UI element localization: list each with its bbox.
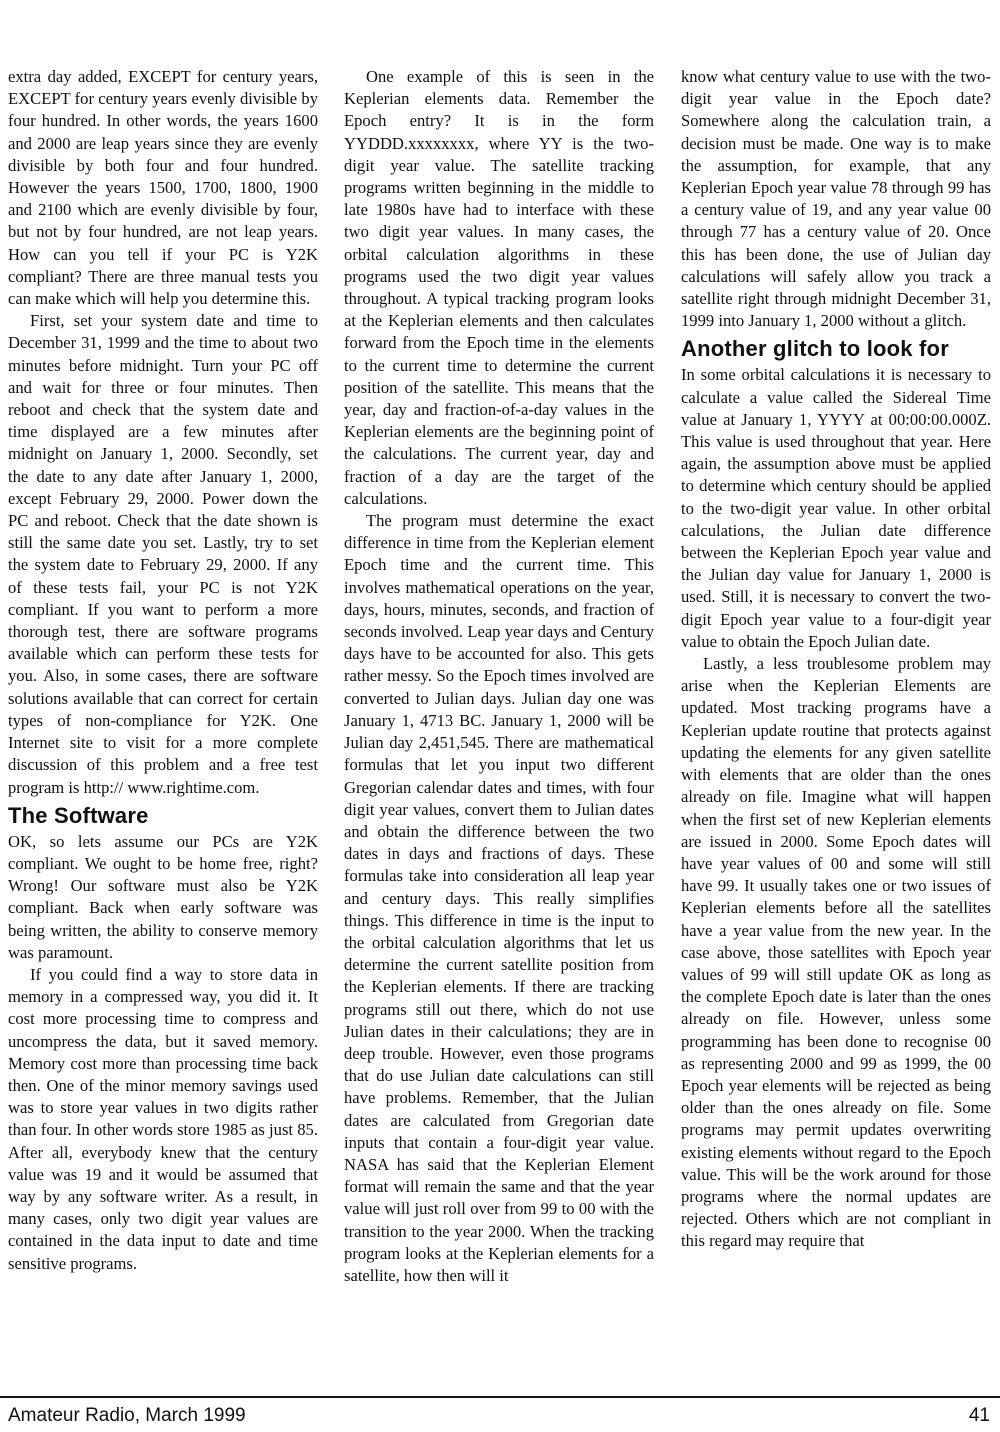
- paragraph: extra day added, EXCEPT for century years, EXCEPT for century years evenly divisible by four hundred. In other words, the years 1600 and 2000 are leap years since they are evenly divisible by both four and four hundred. However the years 1500, 1700, 1800, 1900 and 2100 which are evenly divisible by four, but not by four hundred, are not leap years. How can you tell if your PC is Y2K compliant? There are three manual tests you can make which will help you determine this.: [8, 67, 318, 309]
- publication-footer: Amateur Radio, March 1999: [8, 1405, 246, 1426]
- text-column-2: [344, 66, 654, 1287]
- paragraph: First, set your system date and time to December 31, 1999 and the time to about two minutes before midnight. Turn your PC off and wait for three or four minutes. Then reboot and check that the system date and time displayed are a few minutes after midnight on January 1, 2000. Secondly, set the date to any date after January 1, 2000, except February 29, 2000. Power down the PC and reboot. Check that the date shown is still the same date you set. Lastly, try to set the system date to February 29, 2000. If any of these tests fail, your PC is not Y2K compliant. If you want to perform a more thorough test, there are software programs available which can perform these tests for you. Also, in some cases, there are software solutions available that can correct for certain types of non-compliance for Y2K. One Internet site to visit for a more complete discussion of this problem and a free test program is http:// www.rightime.com.: [8, 311, 318, 797]
- paragraph: The program must determine the exact difference in time from the Keplerian element Epoch time and the current time. This involves mathematical operations on the year, days, hours, minutes, seconds, and fraction of seconds involved. Leap year days and Century days have to be accounted for also. This gets rather messy. So the Epoch times involved are converted to Julian days. Julian day one was January 1, 4713 BC. January 1, 2000 will be Julian day 2,451,545. There are mathematical formulas that let you input two different Gregorian calendar dates and times, with four digit year values, convert them to Julian dates and obtain the difference between the two dates in days and fractions of days. These formulas take into consideration all leap year and century days. This really simplifies things. This difference in time is the input to the orbital calculation algorithms that let us determine the current satellite position from the Keplerian elements. If there are tracking programs still out there, which do not use Julian dates in their calculations; they are in deep trouble. However, even those programs that do use Julian date calculations can still have problems. Remember, that the Julian dates are calculated from Gregorian date inputs that contain a four-digit year value. NASA has said that the Keplerian Element format will remain the same and that the year value will just roll over from 99 to 00 with the transition to the year 2000. When the tracking program looks at the Keplerian elements for a satellite, how then will it: [344, 511, 654, 1285]
- section-heading-software: The Software: [8, 802, 149, 828]
- footer-rule: [0, 1396, 1000, 1398]
- paragraph: One example of this is seen in the Keplerian elements data. Remember the Epoch entry? It is in the form YYDDD.xxxxxxxx, where YY is the two-digit year value. The satellite tracking programs written beginning in the middle to late 1980s have had to interface with these two digit year values. In many cases, the orbital calculation algorithms in these programs used the two digit year values throughout. A typical tracking program looks at the Keplerian elements and then calculates forward from the Epoch time in the elements to the current time to determine the current position of the satellite. This means that the year, day and fraction-of-a-day values in the Keplerian elements are the beginning point of the calculations. The current year, day and fraction of a day are the target of the calculations.: [344, 67, 654, 508]
- text-column-3: [681, 66, 991, 1253]
- paragraph: know what century value to use with the two-digit year value in the Epoch date? Somewhere along the calculation train, a decision must be made. One way is to make the assumption, for example, that any Keplerian Epoch year value 78 through 99 has a century value of 19, and any year value 00 through 77 has a century value of 20. Once this has been done, the use of Julian day calculations will safely allow you track a satellite right through midnight December 31, 1999 into January 1, 2000 without a glitch.: [681, 67, 991, 331]
- page-number: 41: [968, 1405, 990, 1426]
- section-heading-another-glitch: Another glitch to look for: [681, 336, 949, 362]
- paragraph: Lastly, a less troublesome problem may arise when the Keplerian Elements are updated. Most tracking programs have a Keplerian update routine that protects against updating the elements for any given satellite with elements that are older than the ones already on file. Imagine what will happen when the first set of new Keplerian elements are issued in 2000. Some Epoch dates will have year values of 00 and some will still have 99. It usually takes one or two issues of Keplerian elements before all the satellites have a year value from the new year. In the case above, those satellites with Epoch year values of 99 will still update OK as long as the complete Epoch date is later than the ones already on file. However, unless some programming has been done to recognise 00 as representing 2000 and 99 as 1999, the 00 Epoch year elements will be rejected as being older than the ones already on file. Some programs may permit updates overwriting existing elements without regard to the Epoch value. This will be the work around for those programs where the normal updates are rejected. Others which are not compliant in this regard may require that: [681, 654, 991, 1251]
- paragraph: In some orbital calculations it is necessary to calculate a value called the Sidereal Time value at January 1, YYYY at 00:00:00.000Z. This value is used throughout that year. Here again, the assumption above must be applied to determine which century should be applied to the two-digit year value. In other orbital calculations, the Julian date difference between the Keplerian Epoch year value and the Julian day value for January 1, 2000 is used. Still, it is necessary to convert the two-digit Epoch year value to a four-digit year value to obtain the Epoch Julian date.: [681, 365, 991, 651]
- text-column-1: [8, 66, 318, 1275]
- paragraph: If you could find a way to store data in memory in a compressed way, you did it. It cost more processing time to compress and uncompress the data, but it saved memory. Memory cost more than processing time back then. One of the minor memory savings used was to store year values in two digits rather than four. In other words store 1985 as just 85. After all, everybody knew that the century value was 19 and it would be assumed that way by any software writer. As a result, in many cases, only two digit year values are contained in the data input to date and time sensitive programs.: [8, 964, 318, 1273]
- paragraph: OK, so lets assume our PCs are Y2K compliant. We ought to be home free, right? Wrong! Our software must also be Y2K compliant. Back when early software was being written, the ability to conserve memory was paramount.: [8, 831, 318, 962]
